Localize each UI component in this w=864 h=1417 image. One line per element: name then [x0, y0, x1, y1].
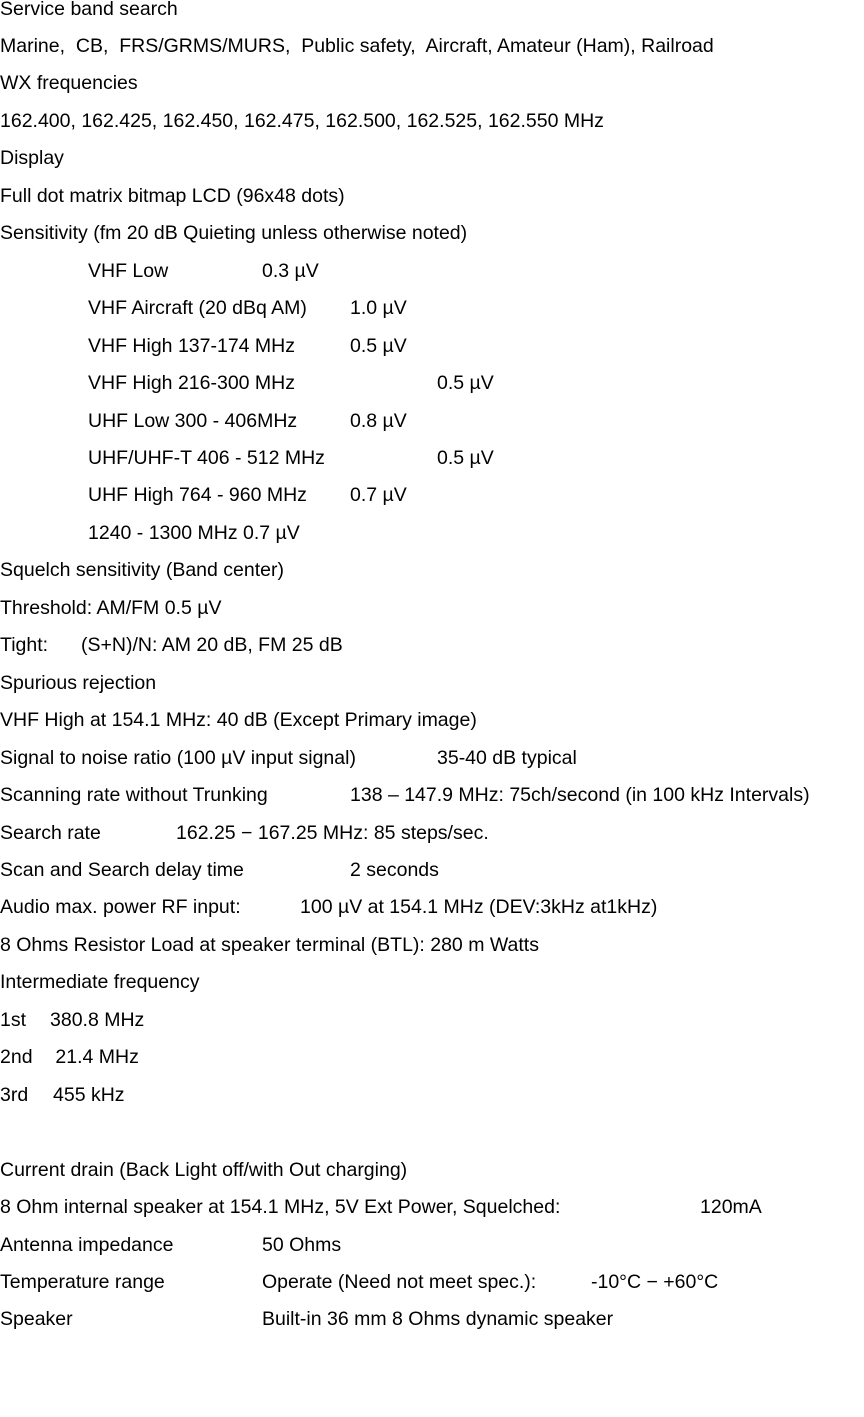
sensitivity-value: 0.7 µV — [350, 484, 407, 506]
sensitivity-band: VHF High 216-300 MHz — [88, 372, 295, 394]
if-stage: 3rd — [0, 1084, 29, 1106]
sensitivity-row — [0, 481, 864, 509]
vhf-high-rejection-line: VHF High at 154.1 MHz: 40 dB (Except Primary image) — [0, 709, 477, 731]
sensitivity-value: 0.3 µV — [262, 260, 319, 282]
sensitivity-band: UHF/UHF-T 406 - 512 MHz — [88, 447, 325, 469]
if-value: 21.4 MHz — [50, 1046, 139, 1068]
if-row — [0, 1006, 864, 1034]
current-drain-heading: Current drain (Back Light off/with Out charging) — [0, 1159, 408, 1181]
sensitivity-row — [0, 407, 864, 435]
if-stage: 2nd — [0, 1046, 33, 1068]
wx-frequencies-heading: WX frequencies — [0, 72, 138, 94]
load-line: 8 Ohms Resistor Load at speaker terminal (BTL): 280 m Watts — [0, 934, 539, 956]
sensitivity-band: VHF Aircraft (20 dBq AM) — [88, 297, 307, 319]
wx-frequencies-list: 162.400, 162.425, 162.450, 162.475, 162.500, 162.525, 162.550 MHz — [0, 110, 604, 132]
squelch-sensitivity-heading: Squelch sensitivity (Band center) — [0, 559, 284, 581]
service-band-search-heading: Service band search — [0, 0, 178, 20]
sensitivity-row — [0, 519, 864, 547]
sensitivity-value: 0.5 µV — [437, 447, 494, 469]
sensitivity-value: 1.0 µV — [350, 297, 407, 319]
intermediate-frequency-heading: Intermediate frequency — [0, 971, 200, 993]
sensitivity-value: 0.5 µV — [350, 335, 407, 357]
if-row — [0, 1081, 864, 1109]
scanning-rate-line: Scanning rate without Trunking 138 – 147.9 MHz: 75ch/second (in 100 kHz Intervals) — [0, 784, 810, 806]
temperature-range-line: Temperature range Operate (Need not meet spec.): -10°C − +60°C — [0, 1271, 719, 1293]
sensitivity-row — [0, 444, 864, 472]
if-row — [0, 1043, 864, 1071]
sensitivity-band: VHF High 137-174 MHz — [88, 335, 295, 357]
if-value: 380.8 MHz — [50, 1009, 145, 1031]
sensitivity-band: UHF High 764 - 960 MHz — [88, 484, 307, 506]
threshold-line: Threshold: AM/FM 0.5 µV — [0, 597, 222, 619]
sensitivity-value: 0.5 µV — [437, 372, 494, 394]
sensitivity-band: 1240 - 1300 MHz 0.7 µV — [88, 522, 300, 544]
tight-line: Tight: (S+N)/N: AM 20 dB, FM 25 dB — [0, 634, 343, 656]
sensitivity-heading: Sensitivity (fm 20 dB Quieting unless otherwise noted) — [0, 222, 468, 244]
sensitivity-band: UHF Low 300 - 406MHz — [88, 410, 298, 432]
if-stage: 1st — [0, 1009, 27, 1031]
audio-power-line: Audio max. power RF input: 100 µV at 154.1 MHz (DEV:3kHz at1kHz) — [0, 896, 658, 918]
sensitivity-row — [0, 369, 864, 397]
display-description: Full dot matrix bitmap LCD (96x48 dots) — [0, 185, 345, 207]
sensitivity-row — [0, 257, 864, 285]
search-rate-line: Search rate 162.25 − 167.25 MHz: 85 steps/sec. — [0, 822, 489, 844]
delay-time-line: Scan and Search delay time 2 seconds — [0, 859, 439, 881]
sensitivity-band: VHF Low — [88, 260, 169, 282]
current-drain-line: 8 Ohm internal speaker at 154.1 MHz, 5V Ext Power, Squelched: 120mA — [0, 1196, 762, 1218]
service-bands-line: Marine, CB, FRS/GRMS/MURS, Public safety, Aircraft, Amateur (Ham), Railroad — [0, 35, 714, 57]
antenna-impedance-line: Antenna impedance 50 Ohms — [0, 1234, 342, 1256]
if-value: 455 kHz — [53, 1084, 125, 1106]
spurious-rejection-heading: Spurious rejection — [0, 672, 157, 694]
snr-line: Signal to noise ratio (100 µV input signal) 35-40 dB typical — [0, 747, 577, 769]
sensitivity-row — [0, 332, 864, 360]
display-heading: Display — [0, 147, 64, 169]
sensitivity-value: 0.8 µV — [350, 410, 407, 432]
speaker-line: Speaker Built-in 36 mm 8 Ohms dynamic speaker — [0, 1308, 614, 1330]
sensitivity-row — [0, 294, 864, 322]
